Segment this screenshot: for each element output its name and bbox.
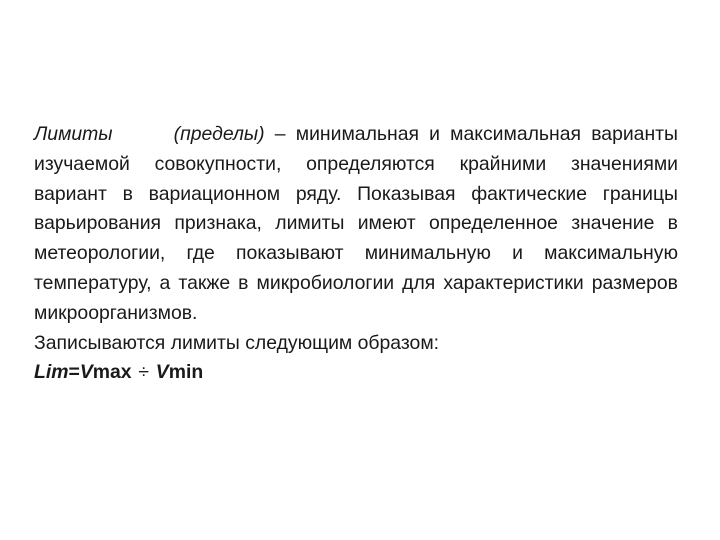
formula-v2-letter: V <box>155 361 169 384</box>
formula-v1-letter: V <box>79 361 93 384</box>
limit-formula <box>34 358 678 388</box>
formula-separator: ÷ <box>138 361 149 384</box>
definition-term-paren: (пределы) <box>173 123 265 145</box>
formula-v1-sub: max <box>92 361 132 384</box>
definition-term: Лимиты <box>34 123 113 145</box>
slide-content <box>34 120 678 388</box>
definition-body: – минимальная и максимальная варианты изучаемой совокупности, определяются крайними значениями вариант в вариационном ряду. Показывая фактические границы варьирования признака, лимиты имеют определенное значение в метеорологии, где показывают минимальную и максимальную температуру, а также в микробиологии для характеристики размеров микроорганизмов. <box>34 123 678 324</box>
notation-intro: Записываются лимиты следующим образом: <box>34 331 440 354</box>
formula-v2-sub: min <box>168 361 204 384</box>
definition-paragraph <box>34 120 678 329</box>
formula-equals: = <box>68 361 80 384</box>
formula-lhs: Lim <box>34 361 69 384</box>
